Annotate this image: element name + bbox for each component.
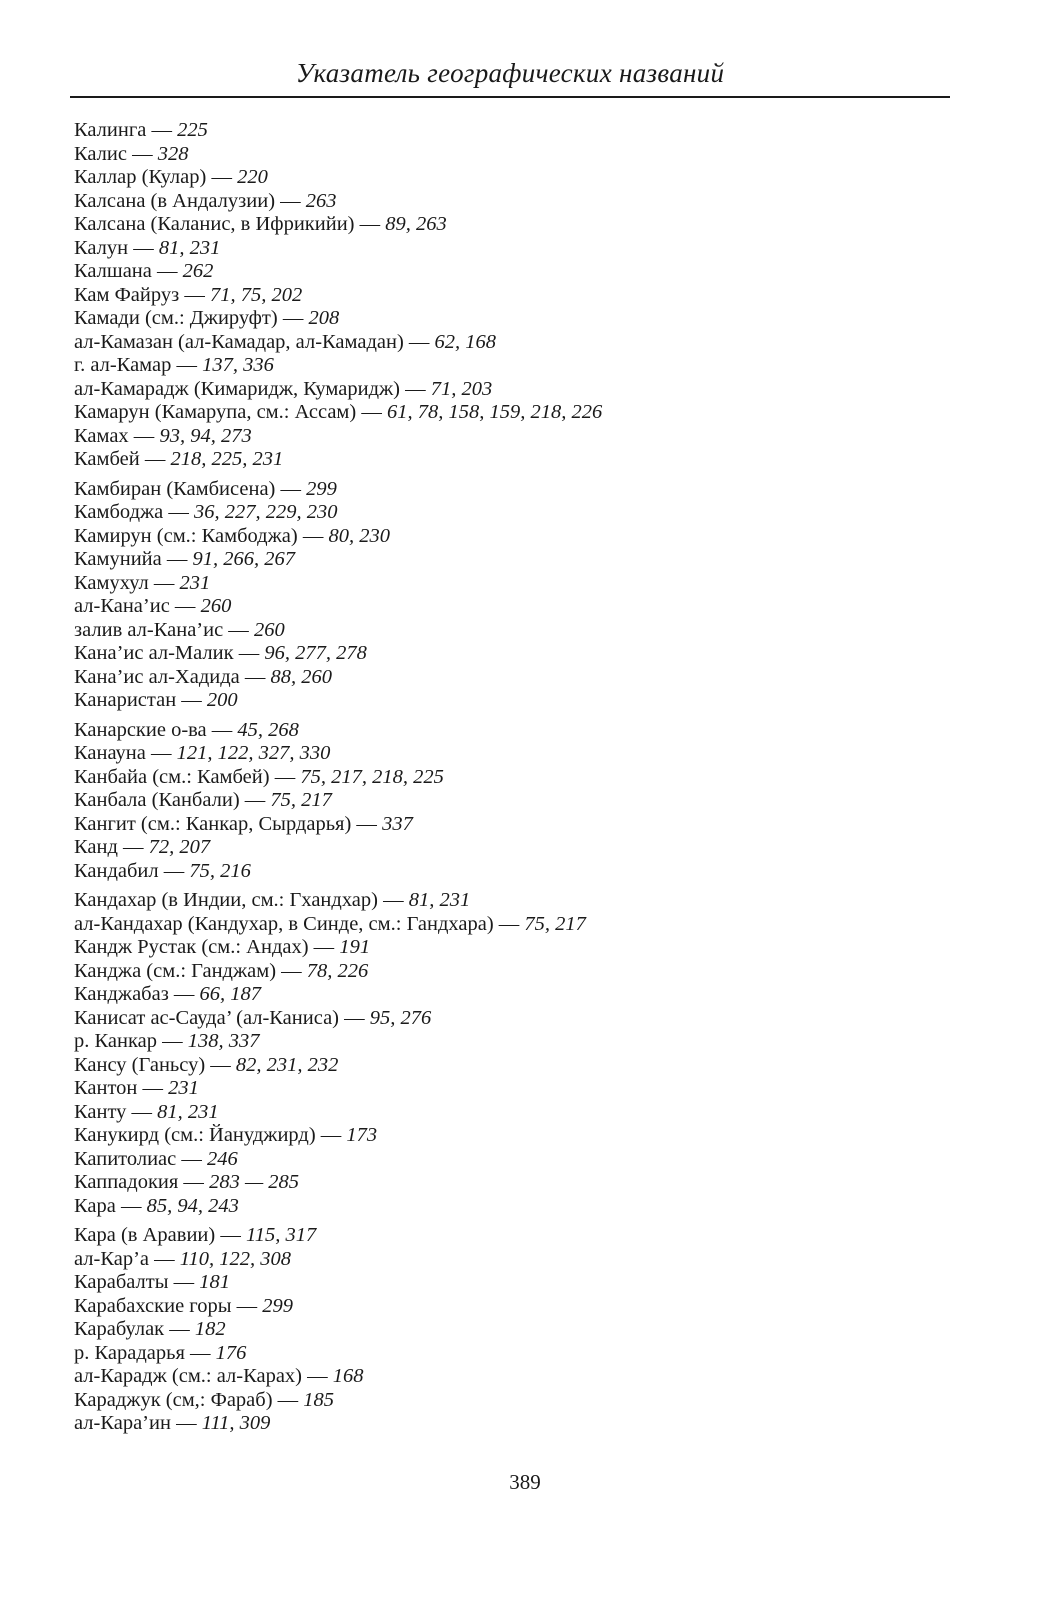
index-entry	[74, 1342, 954, 1366]
index-entry	[74, 689, 954, 713]
index-entry	[74, 666, 954, 690]
index-entry	[74, 1171, 954, 1195]
entry-name: ал-Кар’а —	[74, 1247, 180, 1270]
entry-group	[74, 719, 954, 884]
entry-pages: 173	[346, 1124, 378, 1146]
entry-name: Калсана (в Андалузии) —	[74, 189, 306, 212]
index-entry	[74, 143, 954, 167]
index-entry	[74, 1054, 954, 1078]
entry-pages: 81, 231	[157, 1100, 219, 1123]
index-entry	[74, 119, 954, 143]
entry-name: р. Канкар —	[74, 1030, 188, 1052]
entry-pages: 208	[308, 307, 340, 329]
entry-pages: 75, 217	[524, 912, 586, 935]
entry-pages: 96, 277, 278	[264, 642, 367, 664]
entry-name: ал-Камарадж (Кимаридж, Кумаридж) —	[74, 377, 431, 400]
index-entry	[74, 836, 954, 860]
entry-pages: 81, 231	[408, 889, 471, 911]
index-entries	[74, 119, 954, 1442]
entry-pages: 328	[157, 142, 189, 165]
entry-name: Камах —	[74, 424, 160, 447]
entry-pages: 71, 203	[430, 377, 493, 400]
entry-pages: 246	[207, 1147, 238, 1170]
entry-pages: 200	[206, 689, 238, 711]
entry-name: Калун —	[74, 236, 159, 259]
entry-name: Камбей —	[74, 448, 171, 470]
entry-name: Камунийа —	[74, 548, 193, 570]
entry-group	[74, 889, 954, 1218]
entry-pages: 260	[200, 595, 232, 617]
entry-name: Карабулак —	[74, 1318, 195, 1340]
index-entry	[74, 1271, 954, 1295]
entry-name: ал-Карадж (см.: ал-Карах) —	[74, 1365, 333, 1387]
index-entry	[74, 742, 954, 766]
entry-pages: 231	[168, 1077, 199, 1099]
entry-name: Кантон —	[74, 1077, 169, 1099]
entry-pages: 262	[182, 260, 214, 282]
entry-pages: 299	[306, 477, 337, 500]
entry-name: Канаристан —	[74, 689, 207, 711]
entry-pages: 121, 122, 327, 330	[176, 742, 331, 764]
entry-pages: 85, 94, 243	[146, 1194, 239, 1217]
page-number: 389	[509, 1470, 541, 1494]
entry-pages: 110, 122, 308	[179, 1247, 291, 1270]
entry-pages: 75, 217	[270, 789, 332, 811]
index-entry	[74, 1030, 954, 1054]
entry-pages: 260	[253, 618, 285, 641]
entry-pages: 62, 168	[434, 330, 497, 353]
entry-name: Канбала (Канбали) —	[74, 789, 271, 811]
index-entry	[74, 619, 954, 643]
entry-name: Кана’ис ал-Малик —	[74, 642, 265, 664]
entry-name: Каллар (Кулар) —	[74, 166, 238, 188]
entry-pages: 283 — 285	[209, 1171, 300, 1193]
entry-group	[74, 1224, 954, 1436]
entry-name: Канту —	[74, 1100, 158, 1123]
index-entry	[74, 913, 954, 937]
entry-name: ал-Кана’ис —	[74, 595, 201, 617]
entry-name: Кандабил —	[74, 859, 190, 882]
index-entry	[74, 889, 954, 913]
entry-pages: 181	[199, 1271, 231, 1293]
entry-pages: 75, 216	[189, 859, 251, 882]
entry-name: Камади (см.: Джируфт) —	[74, 307, 309, 329]
entry-pages: 115, 317	[245, 1224, 317, 1246]
entry-name: Кандж Рустак (см.: Андах) —	[74, 936, 340, 958]
entry-name: г. ал-Камар —	[74, 354, 203, 376]
entry-group	[74, 478, 954, 713]
entry-name: Канисат ас-Сауда’ (ал-Каниса) —	[74, 1006, 370, 1029]
entry-pages: 218, 225, 231	[170, 448, 284, 470]
index-entry	[74, 425, 954, 449]
entry-name: Карабалты —	[74, 1271, 200, 1293]
entry-pages: 191	[339, 936, 371, 958]
entry-pages: 138, 337	[187, 1030, 260, 1052]
index-entry	[74, 331, 954, 355]
index-entry	[74, 1248, 954, 1272]
header-rule	[70, 96, 950, 98]
entry-pages: 88, 260	[270, 665, 333, 688]
entry-name: залив ал-Кана’ис —	[74, 618, 254, 641]
index-entry	[74, 766, 954, 790]
index-entry	[74, 642, 954, 666]
entry-name: Кана’ис ал-Хадида —	[74, 665, 271, 688]
index-entry	[74, 378, 954, 402]
index-entry	[74, 1077, 954, 1101]
entry-name: Камбоджа —	[74, 501, 195, 523]
entry-pages: 182	[194, 1318, 226, 1340]
entry-name: р. Карадарья —	[74, 1341, 216, 1364]
entry-pages: 81, 231	[158, 236, 221, 259]
index-entry	[74, 860, 954, 884]
entry-pages: 80, 230	[328, 524, 390, 547]
entry-pages: 299	[262, 1294, 293, 1317]
entry-pages: 263	[305, 189, 337, 212]
entry-name: Калис —	[74, 142, 158, 165]
entry-name: Камарун (Камарупа, см.: Ассам) —	[74, 401, 387, 423]
index-entry	[74, 354, 954, 378]
entry-name: Камирун (см.: Камбоджа) —	[74, 524, 329, 547]
index-entry	[74, 1124, 954, 1148]
entry-name: ал-Кара’ин —	[74, 1412, 202, 1434]
entry-pages: 225	[177, 119, 208, 141]
entry-pages: 36, 227, 229, 230	[194, 501, 338, 523]
entry-pages: 185	[303, 1388, 335, 1411]
index-entry	[74, 1148, 954, 1172]
entry-pages: 91, 266, 267	[192, 548, 295, 570]
entry-name: Кам Файруз —	[74, 283, 210, 306]
entry-name: Канарские о-ва —	[74, 718, 238, 741]
entry-name: Калшана —	[74, 260, 183, 282]
entry-name: Кангит (см.: Канкар, Сырдарья) —	[74, 812, 383, 835]
entry-pages: 71, 75, 202	[209, 283, 303, 306]
entry-name: Кансу (Ганьсу) —	[74, 1053, 236, 1076]
entry-pages: 220	[237, 166, 268, 188]
index-entry	[74, 1101, 954, 1125]
entry-pages: 168	[332, 1365, 364, 1387]
entry-pages: 82, 231, 232	[235, 1053, 339, 1076]
index-entry	[74, 719, 954, 743]
entry-name: Калсана (Каланис, в Ифрикийи) —	[74, 213, 386, 235]
index-entry	[74, 813, 954, 837]
entry-name: Канд —	[74, 836, 149, 858]
index-entry	[74, 789, 954, 813]
index-entry	[74, 478, 954, 502]
entry-pages: 72, 207	[148, 836, 211, 858]
entry-pages: 111, 309	[201, 1412, 271, 1434]
entry-name: Калинга —	[74, 119, 178, 141]
entry-name: Капитолиас —	[74, 1147, 207, 1170]
entry-name: Кара (в Аравии) —	[74, 1224, 246, 1246]
entry-pages: 66, 187	[199, 983, 262, 1005]
index-entry	[74, 1365, 954, 1389]
entry-name: ал-Камазан (ал-Камадар, ал-Камадан) —	[74, 330, 435, 353]
entry-pages: 176	[215, 1341, 247, 1364]
index-entry	[74, 284, 954, 308]
running-header: Указатель географических названий	[295, 58, 725, 88]
entry-pages: 75, 217, 218, 225	[300, 765, 444, 788]
entry-name: Караджук (см,: Фараб) —	[74, 1388, 304, 1411]
index-entry	[74, 1318, 954, 1342]
index-entry	[74, 548, 954, 572]
entry-name: Канджабаз —	[74, 983, 200, 1005]
index-entry	[74, 166, 954, 190]
index-entry	[74, 307, 954, 331]
index-entry	[74, 190, 954, 214]
entry-group	[74, 119, 954, 472]
entry-name: Кандахар (в Индии, см.: Гхандхар) —	[74, 889, 409, 911]
index-entry	[74, 1007, 954, 1031]
entry-pages: 89, 263	[385, 213, 447, 235]
entry-name: Канауна —	[74, 742, 177, 764]
index-entry	[74, 260, 954, 284]
index-entry	[74, 1195, 954, 1219]
entry-name: Кара —	[74, 1194, 147, 1217]
index-entry	[74, 525, 954, 549]
entry-pages: 337	[382, 812, 413, 835]
index-entry	[74, 213, 954, 237]
index-entry	[74, 936, 954, 960]
entry-pages: 61, 78, 158, 159, 218, 226	[386, 401, 603, 423]
index-entry	[74, 1295, 954, 1319]
entry-name: Карабахские горы —	[74, 1294, 263, 1317]
index-entry	[74, 448, 954, 472]
entry-pages: 95, 276	[369, 1006, 432, 1029]
entry-pages: 231	[179, 571, 211, 594]
entry-name: Каппадокия —	[74, 1171, 210, 1193]
index-entry	[74, 237, 954, 261]
index-entry	[74, 595, 954, 619]
index-entry	[74, 401, 954, 425]
index-entry	[74, 1412, 954, 1436]
index-entry	[74, 960, 954, 984]
entry-name: Канбайа (см.: Камбей) —	[74, 765, 301, 788]
entry-name: ал-Кандахар (Кандухар, в Синде, см.: Гандхара) —	[74, 912, 525, 935]
entry-name: Камухул —	[74, 571, 180, 594]
index-entry	[74, 501, 954, 525]
entry-pages: 78, 226	[306, 959, 369, 982]
index-entry	[74, 983, 954, 1007]
index-entry	[74, 1389, 954, 1413]
entry-name: Канукирд (см.: Йануджирд) —	[74, 1124, 347, 1146]
index-entry	[74, 1224, 954, 1248]
entry-name: Канджа (см.: Ганджам) —	[74, 959, 307, 982]
entry-pages: 93, 94, 273	[159, 424, 252, 447]
index-entry	[74, 572, 954, 596]
entry-pages: 137, 336	[202, 354, 274, 376]
entry-pages: 45, 268	[237, 718, 299, 741]
entry-name: Камбиран (Камбисена) —	[74, 477, 307, 500]
